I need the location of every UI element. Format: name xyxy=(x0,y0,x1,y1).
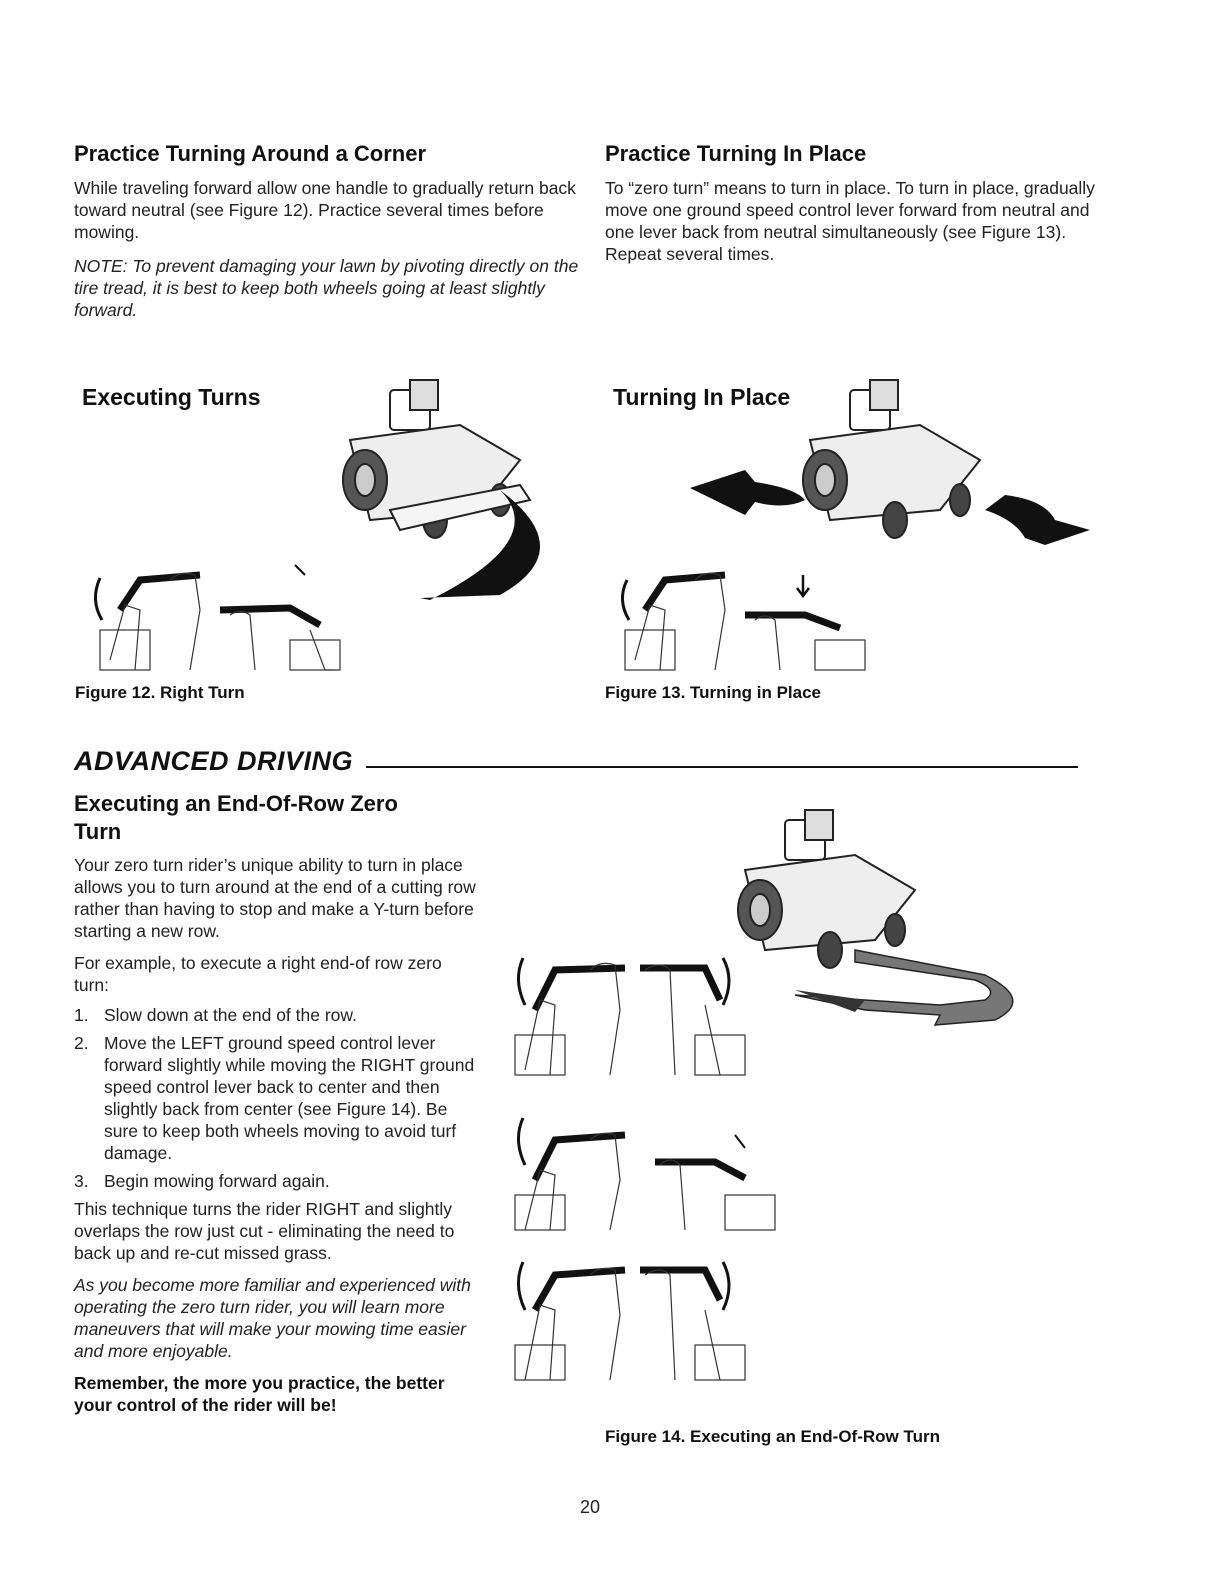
left-column xyxy=(74,141,584,321)
corner-heading: Practice Turning Around a Corner xyxy=(74,141,427,166)
corner-body: While traveling forward allow one handle to gradually return back toward neutral (see Figure 12). Practice several times before mowing. xyxy=(74,178,576,242)
end-of-row-heading: Executing an End-Of-Row Zero Turn xyxy=(74,791,398,844)
list-item: 1. Slow down at the end of the row. xyxy=(74,1005,357,1025)
example-paragraph: For example, to execute a right end-of row zero turn: xyxy=(74,953,442,995)
figure13-illustration xyxy=(605,370,1105,680)
mower-icon xyxy=(738,810,915,968)
figure12-illustration xyxy=(80,370,550,680)
lever-handles-icon xyxy=(535,1135,745,1180)
lever-handles-icon xyxy=(120,575,320,625)
familiar-paragraph: As you become more familiar and experienced with operating the zero turn rider, you will learn more maneuvers that will make your mowing time easier and more enjoyable. xyxy=(74,1275,471,1361)
page-number: 20 xyxy=(579,1497,601,1517)
in-place-heading: Practice Turning In Place xyxy=(605,141,867,166)
list-item: 2. Move the LEFT ground speed control lever forward slightly while moving the RIGHT ground speed control lever back to center and then slightly back from center (see Figure 14). Be sure to keep both wheels moving to avoid turf damage. xyxy=(74,1033,475,1163)
list-item: 3. Begin mowing forward again. xyxy=(74,1171,330,1191)
steps-list xyxy=(74,1004,479,1192)
mower-icon xyxy=(803,380,980,538)
left-arrow-icon xyxy=(690,470,805,515)
figure13-title: Turning In Place xyxy=(613,384,791,410)
remember-paragraph: Remember, the more you practice, the better your control of the rider will be! xyxy=(74,1373,445,1415)
technique-paragraph: This technique turns the rider RIGHT and slightly overlaps the row just cut - eliminating the need to back up and re-cut missed grass. xyxy=(74,1199,455,1263)
section-rule xyxy=(366,766,1078,768)
figure14-caption: Figure 14. Executing an End-Of-Row Turn xyxy=(605,1427,940,1446)
right-column xyxy=(605,141,1095,265)
figure12-caption: Figure 12. Right Turn xyxy=(75,683,245,702)
right-arrow-icon xyxy=(985,495,1090,545)
figure12-title: Executing Turns xyxy=(82,384,261,410)
lever-handles-icon xyxy=(535,968,720,1010)
mower-icon xyxy=(343,380,530,538)
intro-paragraph: Your zero turn rider’s unique ability to turn in place allows you to turn around at the end of a cutting row rather than having to stop and make a Y-turn before starting a new row. xyxy=(74,855,476,941)
figure13-caption: Figure 13. Turning in Place xyxy=(605,683,822,702)
lever-handles-icon xyxy=(535,1270,720,1310)
section-title: ADVANCED DRIVING xyxy=(74,746,354,776)
corner-note: NOTE: To prevent damaging your lawn by pivoting directly on the tire tread, it is best to keep both wheels going at least slightly forward. xyxy=(74,256,579,320)
in-place-body: To “zero turn” means to turn in place. To turn in place, gradually move one ground speed control lever forward from neutral and one lever back from neutral simultaneously (see Figure 13). Repeat several times. xyxy=(605,178,1095,264)
figure14-illustration xyxy=(495,800,1055,1400)
advanced-column xyxy=(74,790,479,1416)
lever-handles-icon xyxy=(645,575,840,628)
